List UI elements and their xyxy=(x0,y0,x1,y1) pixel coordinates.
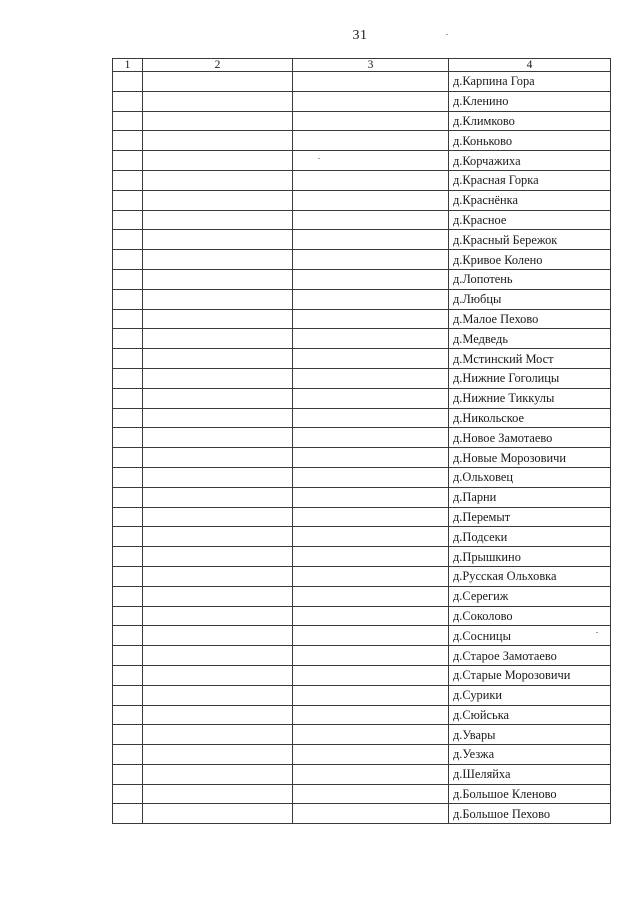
table-cell-col3 xyxy=(293,487,449,507)
table-cell-col3 xyxy=(293,665,449,685)
settlement-name-cell: д.Климково xyxy=(449,111,611,131)
settlement-name-cell: д.Красная Горка xyxy=(449,170,611,190)
table-cell-col3 xyxy=(293,329,449,349)
table-cell-col3 xyxy=(293,467,449,487)
table-row xyxy=(113,230,611,250)
table-cell-col1 xyxy=(113,527,143,547)
table-cell-col3 xyxy=(293,804,449,824)
table-row xyxy=(113,705,611,725)
table-cell-col1 xyxy=(113,626,143,646)
settlement-name-cell: д.Сосницы xyxy=(449,626,611,646)
table-cell-col2 xyxy=(143,72,293,92)
table-row xyxy=(113,566,611,586)
table-cell-col3 xyxy=(293,72,449,92)
table-row xyxy=(113,685,611,705)
table-row xyxy=(113,586,611,606)
table-cell-col3 xyxy=(293,368,449,388)
table-row xyxy=(113,606,611,626)
table-cell-col2 xyxy=(143,764,293,784)
table-cell-col3 xyxy=(293,685,449,705)
table-row xyxy=(113,131,611,151)
table-cell-col2 xyxy=(143,131,293,151)
settlement-name-cell: д.Русская Ольховка xyxy=(449,566,611,586)
settlement-name-cell: д.Старые Морозовичи xyxy=(449,665,611,685)
table-row xyxy=(113,72,611,92)
table-cell-col1 xyxy=(113,368,143,388)
table-row xyxy=(113,170,611,190)
table-cell-col2 xyxy=(143,309,293,329)
settlement-name-cell: д.Перемыт xyxy=(449,507,611,527)
table-cell-col3 xyxy=(293,230,449,250)
table-cell-col2 xyxy=(143,487,293,507)
table-cell-col2 xyxy=(143,91,293,111)
table-row xyxy=(113,349,611,369)
table-cell-col1 xyxy=(113,250,143,270)
column-header-4: 4 xyxy=(449,59,611,72)
table-cell-col2 xyxy=(143,428,293,448)
table-cell-col2 xyxy=(143,507,293,527)
table-cell-col3 xyxy=(293,705,449,725)
settlement-name-cell: д.Увары xyxy=(449,725,611,745)
table-cell-col3 xyxy=(293,250,449,270)
settlement-name-cell: д.Красный Бережок xyxy=(449,230,611,250)
table-cell-col3 xyxy=(293,170,449,190)
table-cell-col1 xyxy=(113,784,143,804)
table-cell-col2 xyxy=(143,745,293,765)
table-cell-col2 xyxy=(143,190,293,210)
table-header-row xyxy=(113,59,611,72)
table-cell-col3 xyxy=(293,190,449,210)
settlement-name-cell: д.Парни xyxy=(449,487,611,507)
table-row xyxy=(113,269,611,289)
table-cell-col2 xyxy=(143,527,293,547)
settlement-name-cell: д.Прышкино xyxy=(449,547,611,567)
table-cell-col3 xyxy=(293,745,449,765)
settlement-name-cell: д.Новые Морозовичи xyxy=(449,448,611,468)
table-cell-col2 xyxy=(143,368,293,388)
table-cell-col1 xyxy=(113,349,143,369)
table-row xyxy=(113,764,611,784)
table-row xyxy=(113,250,611,270)
table-row xyxy=(113,289,611,309)
table-cell-col1 xyxy=(113,665,143,685)
table-cell-col3 xyxy=(293,547,449,567)
table-cell-col1 xyxy=(113,764,143,784)
table-cell-col2 xyxy=(143,408,293,428)
table-cell-col3 xyxy=(293,784,449,804)
table-cell-col3 xyxy=(293,111,449,131)
table-row xyxy=(113,487,611,507)
settlement-name-cell: д.Серегиж xyxy=(449,586,611,606)
table-row xyxy=(113,646,611,666)
table-cell-col1 xyxy=(113,388,143,408)
settlement-name-cell: д.Соколово xyxy=(449,606,611,626)
table-row xyxy=(113,408,611,428)
table-row xyxy=(113,507,611,527)
table-cell-col2 xyxy=(143,170,293,190)
table-cell-col1 xyxy=(113,210,143,230)
table-row xyxy=(113,210,611,230)
settlement-name-cell: д.Любцы xyxy=(449,289,611,309)
settlement-name-cell: д.Подсеки xyxy=(449,527,611,547)
table-cell-col1 xyxy=(113,448,143,468)
table-cell-col3 xyxy=(293,764,449,784)
column-header-2: 2 xyxy=(143,59,293,72)
page-number: 31 xyxy=(352,28,368,43)
table-cell-col2 xyxy=(143,151,293,171)
settlement-name-cell: д.Карпина Гора xyxy=(449,72,611,92)
table-row xyxy=(113,309,611,329)
table-cell-col1 xyxy=(113,170,143,190)
table-cell-col1 xyxy=(113,487,143,507)
table-row xyxy=(113,626,611,646)
table-cell-col2 xyxy=(143,349,293,369)
table-cell-col2 xyxy=(143,606,293,626)
table-cell-col2 xyxy=(143,289,293,309)
table-row xyxy=(113,448,611,468)
settlement-name-cell: д.Большое Пехово xyxy=(449,804,611,824)
table-cell-col3 xyxy=(293,507,449,527)
table-cell-col1 xyxy=(113,111,143,131)
settlement-name-cell: д.Медведь xyxy=(449,329,611,349)
settlement-name-cell: д.Шеляйха xyxy=(449,764,611,784)
table-cell-col1 xyxy=(113,804,143,824)
table-cell-col3 xyxy=(293,131,449,151)
table-cell-col3 xyxy=(293,566,449,586)
table-cell-col3 xyxy=(293,428,449,448)
table-cell-col3 xyxy=(293,646,449,666)
settlement-name-cell: д.Коньково xyxy=(449,131,611,151)
table-cell-col2 xyxy=(143,685,293,705)
settlement-name-cell: д.Новое Замотаево xyxy=(449,428,611,448)
table-cell-col2 xyxy=(143,626,293,646)
settlement-name-cell: д.Красное xyxy=(449,210,611,230)
settlement-name-cell: д.Уезжа xyxy=(449,745,611,765)
table-row xyxy=(113,665,611,685)
table-cell-col2 xyxy=(143,448,293,468)
table-row xyxy=(113,745,611,765)
table-cell-col3 xyxy=(293,527,449,547)
table-cell-col2 xyxy=(143,705,293,725)
table-cell-col1 xyxy=(113,230,143,250)
table-cell-col1 xyxy=(113,428,143,448)
table-cell-col1 xyxy=(113,190,143,210)
settlement-name-cell: д.Сурики xyxy=(449,685,611,705)
table-cell-col2 xyxy=(143,388,293,408)
settlement-name-cell: д.Кривое Колено xyxy=(449,250,611,270)
table-row xyxy=(113,428,611,448)
table-cell-col3 xyxy=(293,388,449,408)
table-cell-col3 xyxy=(293,586,449,606)
table-row xyxy=(113,388,611,408)
table-cell-col2 xyxy=(143,329,293,349)
table-cell-col1 xyxy=(113,269,143,289)
table-cell-col1 xyxy=(113,151,143,171)
table-cell-col2 xyxy=(143,210,293,230)
table-cell-col1 xyxy=(113,408,143,428)
table-cell-col1 xyxy=(113,725,143,745)
table-cell-col2 xyxy=(143,547,293,567)
table-row xyxy=(113,151,611,171)
table-cell-col1 xyxy=(113,606,143,626)
settlement-name-cell: д.Старое Замотаево xyxy=(449,646,611,666)
settlement-name-cell: д.Мстинский Мост xyxy=(449,349,611,369)
settlement-name-cell: д.Сюйська xyxy=(449,705,611,725)
settlement-name-cell: д.Нижние Тиккулы xyxy=(449,388,611,408)
table-cell-col3 xyxy=(293,606,449,626)
table-cell-col1 xyxy=(113,289,143,309)
table-cell-col2 xyxy=(143,725,293,745)
table-cell-col2 xyxy=(143,250,293,270)
table-row xyxy=(113,547,611,567)
table-cell-col1 xyxy=(113,705,143,725)
table-cell-col3 xyxy=(293,151,449,171)
column-header-3: 3 xyxy=(293,59,449,72)
table-cell-col3 xyxy=(293,269,449,289)
table-cell-col1 xyxy=(113,467,143,487)
table-cell-col1 xyxy=(113,646,143,666)
table-cell-col2 xyxy=(143,269,293,289)
table-cell-col3 xyxy=(293,349,449,369)
settlement-name-cell: д.Малое Пехово xyxy=(449,309,611,329)
table-cell-col3 xyxy=(293,210,449,230)
settlement-name-cell: д.Большое Кленово xyxy=(449,784,611,804)
table-row xyxy=(113,111,611,131)
table-cell-col3 xyxy=(293,725,449,745)
settlement-name-cell: д.Краснёнка xyxy=(449,190,611,210)
settlement-name-cell: д.Ольховец xyxy=(449,467,611,487)
table-cell-col2 xyxy=(143,111,293,131)
table-cell-col3 xyxy=(293,91,449,111)
table-cell-col3 xyxy=(293,309,449,329)
table-cell-col1 xyxy=(113,586,143,606)
settlement-name-cell: д.Кленино xyxy=(449,91,611,111)
column-header-1: 1 xyxy=(113,59,143,72)
table-cell-col1 xyxy=(113,91,143,111)
table-cell-col3 xyxy=(293,408,449,428)
table-cell-col3 xyxy=(293,626,449,646)
table-cell-col1 xyxy=(113,131,143,151)
table-row xyxy=(113,190,611,210)
table-cell-col2 xyxy=(143,804,293,824)
table-cell-col1 xyxy=(113,547,143,567)
table-row xyxy=(113,804,611,824)
table-cell-col1 xyxy=(113,309,143,329)
table-row xyxy=(113,784,611,804)
table-cell-col1 xyxy=(113,329,143,349)
table-cell-col2 xyxy=(143,586,293,606)
table-cell-col1 xyxy=(113,507,143,527)
table-cell-col1 xyxy=(113,72,143,92)
table-row xyxy=(113,368,611,388)
settlement-name-cell: д.Никольское xyxy=(449,408,611,428)
settlements-table xyxy=(112,58,611,824)
table-row xyxy=(113,725,611,745)
settlement-name-cell: д.Корчажиха xyxy=(449,151,611,171)
table-cell-col1 xyxy=(113,745,143,765)
table-cell-col2 xyxy=(143,566,293,586)
settlement-name-cell: д.Нижние Гоголицы xyxy=(449,368,611,388)
scan-speck xyxy=(318,158,320,159)
table-row xyxy=(113,91,611,111)
table-cell-col1 xyxy=(113,566,143,586)
table-cell-col2 xyxy=(143,784,293,804)
table-cell-col2 xyxy=(143,646,293,666)
table-cell-col3 xyxy=(293,448,449,468)
settlement-name-cell: д.Лопотень xyxy=(449,269,611,289)
table-row xyxy=(113,527,611,547)
scan-speck xyxy=(446,34,448,35)
table-row xyxy=(113,329,611,349)
scan-speck xyxy=(596,632,598,633)
table-cell-col2 xyxy=(143,665,293,685)
table-cell-col2 xyxy=(143,467,293,487)
table-cell-col2 xyxy=(143,230,293,250)
table-body xyxy=(113,72,611,824)
table-row xyxy=(113,467,611,487)
table-cell-col3 xyxy=(293,289,449,309)
table-cell-col1 xyxy=(113,685,143,705)
